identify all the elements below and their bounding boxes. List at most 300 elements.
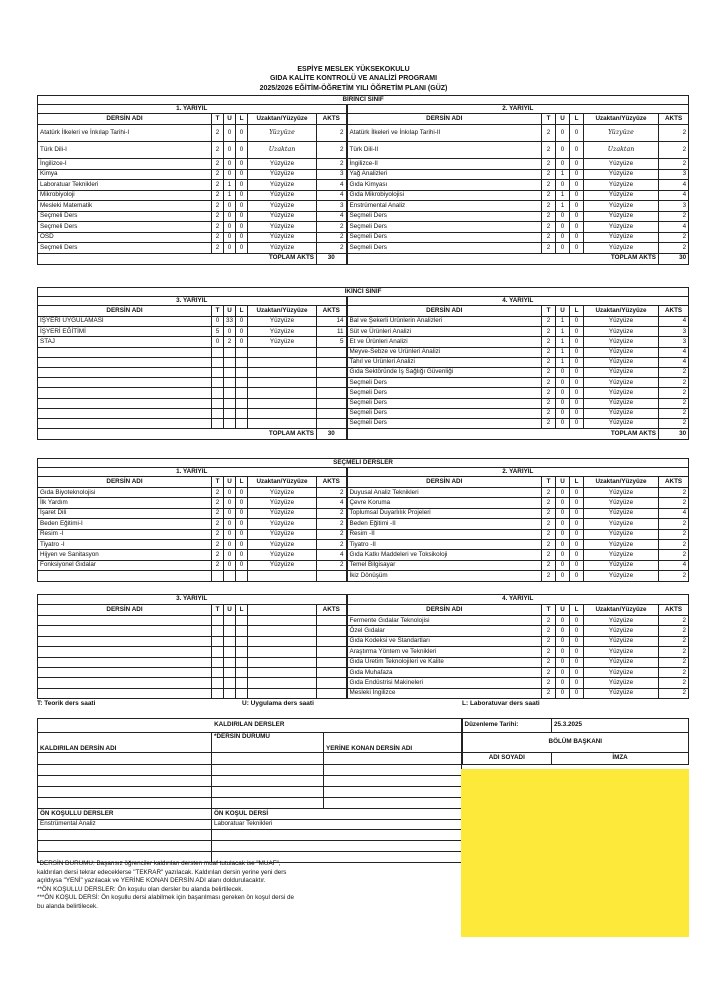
- t-hours: 2: [542, 125, 556, 142]
- ikinci-sinif-title: İKİNCİ SINIF: [38, 288, 689, 297]
- course-name: Beden Eğitimi -II: [347, 519, 542, 529]
- birinci-sinif-table: [37, 95, 689, 265]
- delivery-mode: Yüzyüze: [584, 388, 659, 398]
- course-name: Mesleki Matematik: [38, 201, 212, 212]
- l-hours: 0: [570, 398, 584, 408]
- course-name: İkiz Dönüşüm: [347, 571, 542, 581]
- u-hours: 0: [224, 529, 236, 539]
- akts-value: 2: [659, 498, 689, 508]
- course-name: Mikrobiyoloji: [38, 190, 212, 201]
- u-hours: 0: [556, 539, 570, 549]
- akts-value: 4: [659, 317, 689, 327]
- empty-cell: [38, 347, 212, 357]
- akts-value: 2: [659, 678, 689, 688]
- secmeli-3-4-table: [37, 594, 689, 699]
- l-hours: 0: [570, 317, 584, 327]
- footnote-line: bu alanda belirtilecek.: [37, 902, 98, 910]
- akts-value: 2: [659, 232, 689, 243]
- col-header-mode: Uzaktan/Yüzyüze: [584, 605, 659, 616]
- course-name: İŞYERİ UYGULAMASI: [38, 317, 212, 327]
- l-hours: 0: [236, 508, 248, 518]
- t-hours: 2: [542, 529, 556, 539]
- empty-cell: [236, 367, 248, 377]
- akts-value: 3: [659, 337, 689, 347]
- delivery-mode: Yüzyüze: [584, 508, 659, 518]
- duzenleme-value: 25.3.2025: [552, 719, 689, 733]
- akts-value: 14: [317, 317, 347, 327]
- u-hours: 0: [556, 667, 570, 677]
- t-hours: 2: [212, 498, 224, 508]
- delivery-mode: Yüzyüze: [584, 678, 659, 688]
- delivery-mode: Yüzyüze: [584, 529, 659, 539]
- delivery-mode: Yüzyüze: [584, 367, 659, 377]
- l-hours: 0: [236, 529, 248, 539]
- u-hours: 2: [224, 337, 236, 347]
- course-name: Gıda Biyoteknolojisi: [38, 488, 212, 498]
- footnote-line: ***ÖN KOŞUL DERSİ: Ön koşullu dersi alabilmek için başarılması gereken ön koşul dersi de: [37, 894, 295, 902]
- t-hours: 2: [212, 222, 224, 233]
- u-hours: 0: [224, 508, 236, 518]
- delivery-mode: Yüzyüze: [248, 550, 317, 560]
- bolum-baskani-label: BÖLÜM BAŞKANI: [462, 733, 689, 753]
- t-hours: 2: [212, 488, 224, 498]
- l-hours: 0: [570, 636, 584, 646]
- empty-cell: [248, 688, 317, 698]
- delivery-mode: Yüzyüze: [584, 519, 659, 529]
- empty-cell: [212, 647, 224, 657]
- delivery-mode: Yüzyüze: [584, 347, 659, 357]
- delivery-mode: Yüzyüze: [584, 647, 659, 657]
- course-name: Enstrümental Analiz: [347, 201, 542, 212]
- empty-cell: [248, 398, 317, 408]
- akts-value: 2: [659, 688, 689, 698]
- l-hours: 0: [570, 498, 584, 508]
- u-hours: 0: [224, 169, 236, 180]
- delivery-mode: Yüzyüze: [584, 418, 659, 428]
- l-hours: 0: [570, 169, 584, 180]
- col-header-t: T: [542, 477, 556, 488]
- l-hours: 0: [236, 498, 248, 508]
- col-header-name: DERSİN ADI: [347, 477, 542, 488]
- delivery-mode: Yüzyüze: [584, 337, 659, 347]
- course-name: Fonksiyonel Gıdalar: [38, 560, 212, 570]
- empty-cell: [248, 636, 317, 646]
- t-hours: 2: [542, 367, 556, 377]
- empty-cell: [248, 388, 317, 398]
- u-hours: 0: [556, 626, 570, 636]
- col-header-akts: AKTS: [317, 605, 347, 616]
- course-name: Gıda Mikrobiyolojisi: [347, 190, 542, 201]
- course-name: Toplumsal Duyarlılık Projeleri: [347, 508, 542, 518]
- col-header-name: DERSİN ADI: [38, 477, 212, 488]
- delivery-mode: Yüzyüze: [248, 169, 317, 180]
- delivery-mode: Yüzyüze: [584, 357, 659, 367]
- l-hours: 0: [236, 232, 248, 243]
- col-header-u: U: [556, 114, 570, 125]
- t-hours: 2: [542, 508, 556, 518]
- course-name: Gıda Endüstrisi Makineleri: [347, 678, 542, 688]
- empty-cell: [236, 408, 248, 418]
- u-hours: 1: [224, 190, 236, 201]
- u-hours: 0: [556, 657, 570, 667]
- empty-cell: [224, 636, 236, 646]
- l-hours: 0: [570, 678, 584, 688]
- empty-cell: [38, 616, 212, 626]
- t-hours: 2: [542, 169, 556, 180]
- delivery-mode: Yüzyüze: [248, 222, 317, 233]
- akts-value: 2: [659, 519, 689, 529]
- empty-cell: [317, 398, 347, 408]
- akts-value: 3: [659, 201, 689, 212]
- akts-value: 2: [317, 243, 347, 254]
- empty-cell: [317, 688, 347, 698]
- u-hours: 0: [556, 398, 570, 408]
- u-hours: 0: [556, 159, 570, 170]
- u-hours: 0: [556, 519, 570, 529]
- empty-cell: [224, 367, 236, 377]
- akts-value: 11: [317, 327, 347, 337]
- delivery-mode: Yüzyüze: [584, 571, 659, 581]
- course-name: Gıda Kimyası: [347, 180, 542, 191]
- l-hours: 0: [570, 519, 584, 529]
- col-header-u: U: [224, 306, 236, 317]
- course-name: İŞYERİ EĞİTİMİ: [38, 327, 212, 337]
- empty-cell: [317, 388, 347, 398]
- u-hours: 0: [556, 367, 570, 377]
- course-name: Meyve-Sebze ve Ürünleri Analizi: [347, 347, 542, 357]
- col-header-t: T: [212, 114, 224, 125]
- empty-cell: [38, 626, 212, 636]
- delivery-mode: Yüzyüze: [248, 498, 317, 508]
- t-hours: 2: [542, 357, 556, 367]
- course-name: Tiyatro -II: [347, 539, 542, 549]
- l-hours: 0: [236, 169, 248, 180]
- delivery-mode: Yüzyüze: [248, 159, 317, 170]
- t-hours: 2: [212, 243, 224, 254]
- col-header-name: DERSİN ADI: [38, 114, 212, 125]
- birinci-sinif-title: BİRİNCİ SINIF: [38, 96, 689, 105]
- u-hours: 33: [224, 317, 236, 327]
- col-header-t: T: [542, 605, 556, 616]
- delivery-mode: Yüzyüze: [584, 550, 659, 560]
- akts-value: 4: [317, 190, 347, 201]
- t-hours: 2: [212, 211, 224, 222]
- t-hours: 2: [212, 529, 224, 539]
- col-header-name: DERSİN ADI: [347, 306, 542, 317]
- empty-cell: [248, 357, 317, 367]
- delivery-mode: Yüzyüze: [248, 232, 317, 243]
- delivery-mode: Yüzyüze: [248, 519, 317, 529]
- akts-value: 2: [317, 125, 347, 142]
- t-hours: 2: [212, 508, 224, 518]
- delivery-mode: Yüzyüze: [584, 398, 659, 408]
- delivery-mode: Yüzyüze: [248, 125, 317, 142]
- l-hours: 0: [570, 211, 584, 222]
- delivery-mode: Yüzyüze: [248, 560, 317, 570]
- kaldirilan-title: KALDIRILAN DERSLER: [38, 719, 462, 733]
- t-hours: 2: [212, 180, 224, 191]
- onkosullu-ders-value: Enstrümental Analiz: [38, 820, 212, 830]
- col-header-t: T: [212, 306, 224, 317]
- akts-value: 2: [317, 232, 347, 243]
- akts-value: 4: [317, 211, 347, 222]
- akts-value: 2: [659, 243, 689, 254]
- empty-cell: [224, 616, 236, 626]
- t-hours: 2: [212, 142, 224, 159]
- empty-cell: [212, 367, 224, 377]
- l-hours: 0: [236, 222, 248, 233]
- empty-cell: [38, 636, 212, 646]
- empty-cell: [317, 626, 347, 636]
- footnote-line: **ÖN KOŞULLU DERSLER: Ön koşulu olan dersler bu alanda belirtilecek.: [37, 885, 244, 893]
- akts-value: 4: [317, 180, 347, 191]
- u-hours: 0: [556, 508, 570, 518]
- u-hours: 0: [556, 488, 570, 498]
- l-hours: 0: [236, 550, 248, 560]
- col-header-t: T: [542, 306, 556, 317]
- secmeli-sem-1-header: 1. YARIYIL: [38, 468, 347, 477]
- l-hours: 0: [570, 539, 584, 549]
- l-hours: 0: [236, 539, 248, 549]
- akts-value: 2: [659, 626, 689, 636]
- empty-cell: [38, 667, 212, 677]
- col-header-akts: AKTS: [317, 477, 347, 488]
- empty-cell: [38, 571, 212, 581]
- empty-cell: [212, 667, 224, 677]
- col-header-l: L: [236, 605, 248, 616]
- t-hours: 2: [542, 678, 556, 688]
- empty-cell: [317, 378, 347, 388]
- akts-value: 2: [659, 142, 689, 159]
- signature-area[interactable]: [461, 769, 689, 937]
- l-hours: 0: [236, 519, 248, 529]
- akts-value: 2: [659, 211, 689, 222]
- akts-value: 2: [317, 142, 347, 159]
- akts-value: 2: [659, 529, 689, 539]
- akts-value: 2: [659, 657, 689, 667]
- l-hours: 0: [570, 347, 584, 357]
- l-hours: 0: [570, 243, 584, 254]
- delivery-mode: Yüzyüze: [248, 337, 317, 347]
- t-hours: 2: [542, 550, 556, 560]
- t-hours: 2: [542, 488, 556, 498]
- col-header-akts: AKTS: [659, 114, 689, 125]
- akts-value: 2: [659, 367, 689, 377]
- col-header-akts: AKTS: [317, 114, 347, 125]
- empty-cell: [38, 357, 212, 367]
- u-hours: 0: [556, 222, 570, 233]
- u-hours: 0: [224, 498, 236, 508]
- program-name: GIDA KALİTE KONTROLÜ VE ANALİZİ PROGRAMI: [269, 75, 438, 82]
- empty-cell: [236, 398, 248, 408]
- l-hours: 0: [570, 125, 584, 142]
- course-name: Fermente Gıdalar Teknolojisi: [347, 616, 542, 626]
- u-hours: 0: [556, 636, 570, 646]
- footnote-line: açıldıysa "YENİ" yazılacak ve YERİNE KONAN DERSİN ADI alanı doldurulacaktır.: [37, 877, 266, 885]
- course-name: İngilizce-I: [38, 159, 212, 170]
- empty-cell: [38, 388, 212, 398]
- empty-cell: [224, 418, 236, 428]
- secmeli-sem-2-header: 2. YARIYIL: [347, 468, 689, 477]
- u-hours: 0: [556, 678, 570, 688]
- empty-cell: [224, 571, 236, 581]
- akts-value: 4: [659, 357, 689, 367]
- col-header-l: L: [236, 114, 248, 125]
- course-name: Seçmeli Ders: [38, 222, 212, 233]
- t-hours: 2: [542, 636, 556, 646]
- delivery-mode: Yüzyüze: [248, 508, 317, 518]
- total-akts-value: 30: [659, 253, 689, 264]
- l-hours: 0: [570, 688, 584, 698]
- onkosul-dersi-header: ÖN KOŞUL DERSİ: [212, 809, 462, 820]
- akts-value: 2: [317, 519, 347, 529]
- course-name: Atatürk İlkeleri ve İnkılap Tarihi-I: [38, 125, 212, 142]
- delivery-mode: Yüzyüze: [584, 159, 659, 170]
- u-hours: 0: [556, 180, 570, 191]
- secmeli-sem-4-header: 4. YARIYIL: [347, 595, 689, 605]
- course-name: Seçmeli Ders: [347, 211, 542, 222]
- col-header-u: U: [224, 605, 236, 616]
- u-hours: 0: [224, 519, 236, 529]
- akts-value: 2: [659, 418, 689, 428]
- empty-cell: [224, 357, 236, 367]
- t-hours: 2: [542, 190, 556, 201]
- course-name: Hijyen ve Sanitasyon: [38, 550, 212, 560]
- empty-cell: [212, 571, 224, 581]
- empty-cell: [224, 688, 236, 698]
- akts-value: 2: [659, 378, 689, 388]
- akts-value: 4: [659, 560, 689, 570]
- empty-cell: [236, 636, 248, 646]
- akts-value: 4: [659, 508, 689, 518]
- t-hours: 2: [542, 337, 556, 347]
- empty-cell: [212, 636, 224, 646]
- u-hours: 0: [556, 125, 570, 142]
- t-hours: 2: [542, 571, 556, 581]
- delivery-mode: Yüzyüze: [584, 378, 659, 388]
- dersin-durumu-header: *DERSİN DURUMU: [212, 733, 324, 753]
- course-name: İşaret Dili: [38, 508, 212, 518]
- col-header-l: L: [570, 477, 584, 488]
- duzenleme-label: Düzenleme Tarihi:: [462, 719, 552, 733]
- empty-cell: [38, 657, 212, 667]
- t-hours: 2: [542, 498, 556, 508]
- l-hours: 0: [570, 222, 584, 233]
- delivery-mode: Yüzyüze: [584, 211, 659, 222]
- empty-cell: [224, 388, 236, 398]
- akts-value: 2: [659, 488, 689, 498]
- delivery-mode: Yüzyüze: [584, 498, 659, 508]
- empty-cell: [248, 571, 317, 581]
- u-hours: 0: [224, 488, 236, 498]
- empty-cell: [224, 347, 236, 357]
- empty-cell: [38, 647, 212, 657]
- u-hours: 1: [556, 347, 570, 357]
- u-hours: 1: [556, 327, 570, 337]
- total-akts-value: 30: [317, 429, 347, 440]
- u-hours: 0: [556, 571, 570, 581]
- t-hours: 2: [542, 159, 556, 170]
- total-akts-value: 30: [317, 253, 347, 264]
- l-hours: 0: [236, 180, 248, 191]
- l-hours: 0: [570, 657, 584, 667]
- empty-cell: [236, 616, 248, 626]
- u-hours: 0: [224, 159, 236, 170]
- empty-cell: [317, 657, 347, 667]
- course-name: Gıda Kodeksi ve Standartları: [347, 636, 542, 646]
- l-hours: 0: [236, 159, 248, 170]
- course-name: Seçmeli Ders: [347, 232, 542, 243]
- t-hours: 2: [542, 408, 556, 418]
- u-hours: 0: [224, 211, 236, 222]
- l-hours: 0: [570, 232, 584, 243]
- legend-u: U: Uygulama ders saati: [242, 700, 314, 707]
- empty-cell: [236, 571, 248, 581]
- l-hours: 0: [236, 211, 248, 222]
- t-hours: 2: [542, 388, 556, 398]
- course-name: Çevre Koruma: [347, 498, 542, 508]
- empty-cell: [317, 357, 347, 367]
- semester-4-header: 4. YARIYIL: [347, 297, 689, 306]
- delivery-mode: Yüzyüze: [584, 201, 659, 212]
- course-name: Beden Eğitimi-I: [38, 519, 212, 529]
- col-header-akts: AKTS: [659, 477, 689, 488]
- akts-value: 2: [659, 647, 689, 657]
- l-hours: 0: [236, 142, 248, 159]
- t-hours: 2: [212, 159, 224, 170]
- delivery-mode: Yüzyüze: [584, 539, 659, 549]
- course-name: Laboratuar Teknikleri: [38, 180, 212, 191]
- course-name: Süt ve Ürünleri Analizi: [347, 327, 542, 337]
- col-header-u: U: [556, 477, 570, 488]
- empty-cell: [248, 678, 317, 688]
- u-hours: 0: [556, 529, 570, 539]
- adi-soyadi-label: ADI SOYADI: [462, 753, 552, 765]
- empty-cell: [317, 571, 347, 581]
- akts-value: 2: [317, 560, 347, 570]
- course-name: Bal ve Şekerli Ürünlerin Analizleri: [347, 317, 542, 327]
- delivery-mode: Yüzyüze: [248, 201, 317, 212]
- empty-cell: [236, 626, 248, 636]
- u-hours: 1: [556, 337, 570, 347]
- t-hours: 2: [542, 347, 556, 357]
- empty-cell: [212, 388, 224, 398]
- t-hours: 2: [542, 616, 556, 626]
- t-hours: 2: [212, 519, 224, 529]
- course-name: Seçmeli Ders: [347, 408, 542, 418]
- delivery-mode: Yüzyüze: [248, 488, 317, 498]
- akts-value: 2: [317, 539, 347, 549]
- u-hours: 0: [556, 616, 570, 626]
- empty-cell: [248, 408, 317, 418]
- u-hours: 0: [224, 201, 236, 212]
- l-hours: 0: [570, 550, 584, 560]
- empty-cell: [38, 367, 212, 377]
- empty-cell: [224, 647, 236, 657]
- u-hours: 0: [224, 550, 236, 560]
- akts-value: 4: [659, 190, 689, 201]
- akts-value: 5: [317, 337, 347, 347]
- footnote-line: kaldırılan dersi tekrar edeceklerse "TEKRAR" yazılacak. Kaldırılan dersin yerine yeni ders: [37, 868, 287, 876]
- empty-cell: [212, 616, 224, 626]
- l-hours: 0: [236, 125, 248, 142]
- col-header-l: L: [570, 114, 584, 125]
- akts-value: 4: [659, 180, 689, 191]
- akts-value: 2: [659, 125, 689, 142]
- t-hours: 2: [542, 519, 556, 529]
- col-header-mode: Uzaktan/Yüzyüze: [584, 114, 659, 125]
- l-hours: 0: [570, 337, 584, 347]
